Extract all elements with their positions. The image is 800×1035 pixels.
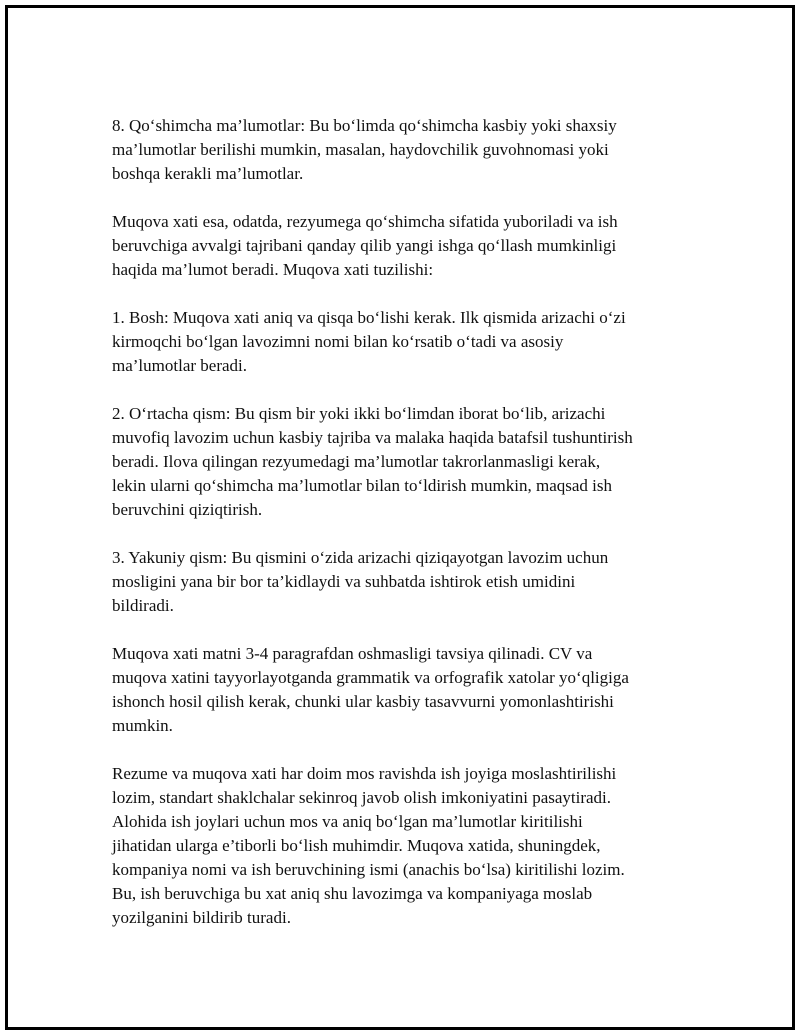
paragraph-final-section: 3. Yakuniy qism: Bu qismini o‘zida arizachi qiziqayotgan lavozim uchun mosligini yana bir bor ta’kidlaydi va suhbatda ishtirok etish umidini bildiradi. bbox=[112, 548, 609, 615]
paragraph-cover-letter-intro: Muqova xati esa, odatda, rezyumega qo‘shimcha sifatida yuboriladi va ish beruvchiga avvalgi tajribani qanday qilib yangi ishga qo‘llash mumkinligi haqida ma’lumot beradi. Muqova xati tuzilishi: bbox=[112, 212, 618, 279]
paragraph-additional-info: 8. Qo‘shimcha ma’lumotlar: Bu bo‘limda qo‘shimcha kasbiy yoki shaxsiy ma’lumotlar berilishi mumkin, masalan, haydovchilik guvohnomasi yoki boshqa kerakli ma’lumotlar. bbox=[112, 116, 617, 183]
paragraph-head-section: 1. Bosh: Muqova xati aniq va qisqa bo‘lishi kerak. Ilk qismida arizachi o‘zi kirmoqchi bo‘lgan lavozimni nomi bilan ko‘rsatib o‘tadi va asosiy ma’lumotlar beradi. bbox=[112, 308, 626, 375]
document-body bbox=[112, 114, 702, 954]
paragraph-middle-section: 2. O‘rtacha qism: Bu qism bir yoki ikki bo‘limdan iborat bo‘lib, arizachi muvofiq lavozim uchun kasbiy tajriba va malaka haqida batafsil tushuntirish beradi. Ilova qilingan rezyumedagi ma’lumotlar takrorlanmasligi kerak, lekin ularni qo‘shimcha ma’lumotlar bilan to‘ldirish mumkin, maqsad ish beruvchini qiziqtirish. bbox=[112, 404, 633, 519]
paragraph-length-advice: Muqova xati matni 3-4 paragrafdan oshmasligi tavsiya qilinadi. CV va muqova xatini tayyorlayotganda grammatik va orfografik xatolar yo‘qligiga ishonch hosil qilish kerak, chunki ular kasbiy tasavvurni yomonlashtirishi mumkin. bbox=[112, 644, 629, 735]
paragraph-tailoring-advice: Rezume va muqova xati har doim mos ravishda ish joyiga moslashtirilishi lozim, standart shaklchalar sekinroq javob olish imkoniyatini pasaytiradi. Alohida ish joylari uchun mos va aniq bo‘lgan ma’lumotlar kiritilishi jihatidan ularga e’tiborli bo‘lish muhimdir. Muqova xatida, shuningdek, kompaniya nomi va ish beruvchining ismi (anachis bo‘lsa) kiritilishi lozim. Bu, ish beruvchiga bu xat aniq shu lavozimga va kompaniyaga moslab yozilganini bildirib turadi. bbox=[112, 764, 625, 927]
